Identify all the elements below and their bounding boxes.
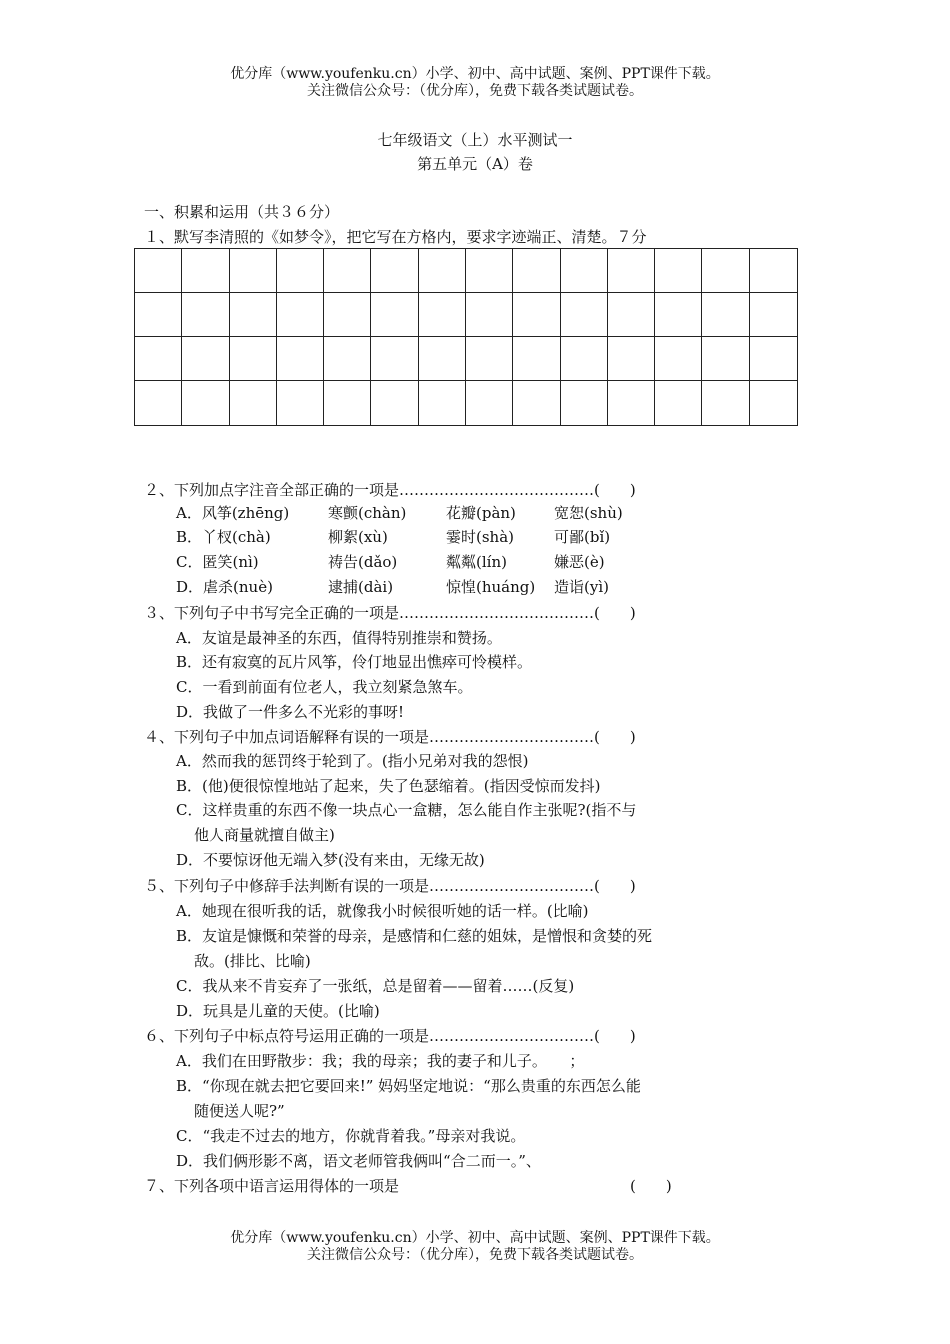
grid-cell[interactable] — [608, 249, 655, 293]
grid-cell[interactable] — [182, 293, 229, 337]
page-footer — [0, 1230, 950, 1264]
grid-cell[interactable] — [750, 249, 797, 293]
grid-cell[interactable] — [561, 293, 608, 337]
grid-cell[interactable] — [230, 293, 277, 337]
grid-cell[interactable] — [277, 381, 324, 425]
q2-d-4: 造诣(yì) — [554, 578, 609, 596]
grid-cell[interactable] — [277, 337, 324, 381]
grid-cell[interactable] — [561, 381, 608, 425]
grid-cell[interactable] — [655, 293, 702, 337]
grid-cell[interactable] — [655, 381, 702, 425]
footer-line-1: 优分库（www.youfenku.cn）小学、初中、高中试题、案例、PPT课件下载。 — [230, 1230, 720, 1246]
header-line-2: 关注微信公众号：（优分库），免费下载各类试题试卷。 — [307, 83, 643, 99]
exam-subtitle: 第五单元（A）卷 — [417, 155, 533, 173]
q2-c-3: 粼粼(lín) — [446, 553, 507, 571]
footer-line-2: 关注微信公众号：（优分库），免费下载各类试题试卷。 — [307, 1247, 643, 1263]
q5-option-a: A．她现在很听我的话，就像我小时候很听她的话一样。(比喻) — [176, 902, 589, 920]
grid-cell[interactable] — [371, 337, 418, 381]
question-7-answer-paren: ( ) — [630, 1177, 672, 1195]
q2-b-4: 可鄙(bǐ) — [554, 528, 611, 546]
grid-cell[interactable] — [277, 249, 324, 293]
grid-cell[interactable] — [608, 293, 655, 337]
question-6-stem: ６、下列句子中标点符号运用正确的一项是……………………………( ) — [144, 1027, 636, 1045]
grid-cell[interactable] — [371, 249, 418, 293]
q5-option-d: D．玩具是儿童的天使。(比喻) — [176, 1002, 380, 1020]
q6-option-a: A．我们在田野散步：我；我的母亲；我的妻子和儿子。 ； — [176, 1052, 585, 1070]
q4-option-a: A．然而我的惩罚终于轮到了。(指小兄弟对我的怨恨) — [176, 752, 529, 770]
grid-cell[interactable] — [324, 293, 371, 337]
grid-cell[interactable] — [135, 381, 182, 425]
grid-cell[interactable] — [324, 249, 371, 293]
q4-option-c: C．这样贵重的东西不像一块点心一盒糖，怎么能自作主张呢?(指不与 — [176, 801, 637, 819]
grid-cell[interactable] — [230, 249, 277, 293]
q2-a-2: 寒颤(chàn) — [328, 504, 407, 522]
q2-b-1: B．丫杈(chà) — [176, 528, 271, 546]
grid-cell[interactable] — [608, 381, 655, 425]
grid-cell[interactable] — [466, 293, 513, 337]
q2-d-3: 惊惶(huáng) — [446, 578, 536, 596]
grid-cell[interactable] — [750, 293, 797, 337]
q3-option-b: B．还有寂寞的瓦片风筝，伶仃地显出憔瘁可怜模样。 — [176, 653, 533, 671]
grid-cell[interactable] — [655, 249, 702, 293]
q2-d-2: 逮捕(dài) — [328, 578, 394, 596]
page-header — [0, 66, 950, 100]
grid-cell[interactable] — [513, 293, 560, 337]
question-4-stem: ４、下列句子中加点词语解释有误的一项是……………………………( ) — [144, 728, 636, 746]
grid-cell[interactable] — [750, 381, 797, 425]
grid-cell[interactable] — [182, 337, 229, 381]
grid-cell[interactable] — [182, 381, 229, 425]
q3-option-a: A．友谊是最神圣的东西，值得特别推崇和赞扬。 — [176, 629, 502, 647]
grid-cell[interactable] — [561, 337, 608, 381]
grid-cell[interactable] — [513, 337, 560, 381]
grid-cell[interactable] — [277, 293, 324, 337]
q6-option-d: D．我们俩形影不离，语文老师管我俩叫“合二而一。”、 — [176, 1152, 541, 1170]
grid-cell[interactable] — [371, 293, 418, 337]
grid-cell[interactable] — [135, 249, 182, 293]
q2-c-4: 嫌恶(è) — [554, 553, 605, 571]
q2-b-2: 柳絮(xù) — [328, 528, 388, 546]
grid-cell[interactable] — [230, 337, 277, 381]
grid-cell[interactable] — [513, 381, 560, 425]
q5-option-b-cont: 敌。(排比、比喻) — [194, 952, 311, 970]
q2-c-2: 祷告(dǎo) — [328, 553, 398, 571]
q3-option-d: D．我做了一件多么不光彩的事呀! — [176, 703, 405, 721]
grid-cell[interactable] — [419, 381, 466, 425]
grid-cell[interactable] — [135, 293, 182, 337]
q2-b-3: 霎时(shà) — [446, 528, 515, 546]
q4-option-b: B．(他)便很惊惶地站了起来，失了色瑟缩着。(指因受惊而发抖) — [176, 777, 601, 795]
grid-cell[interactable] — [561, 249, 608, 293]
grid-cell[interactable] — [466, 337, 513, 381]
q2-a-3: 花瓣(pàn) — [446, 504, 516, 522]
question-7-stem: ７、下列各项中语言运用得体的一项是 — [144, 1177, 400, 1195]
grid-cell[interactable] — [419, 293, 466, 337]
writing-grid[interactable] — [134, 248, 798, 426]
q5-option-c: C．我从来不肯妄弃了一张纸，总是留着——留着……(反复) — [176, 977, 575, 995]
q2-a-1: A．风筝(zhēng) — [176, 504, 290, 522]
grid-cell[interactable] — [608, 337, 655, 381]
q6-option-b-cont: 随便送人呢?” — [194, 1102, 285, 1120]
q4-option-c-cont: 他人商量就擅自做主) — [194, 826, 335, 844]
q2-d-1: D．虐杀(nuè) — [176, 578, 273, 596]
grid-cell[interactable] — [230, 381, 277, 425]
q2-c-1: C．匿笑(nì) — [176, 553, 259, 571]
grid-cell[interactable] — [702, 337, 749, 381]
q6-option-b: B．“你现在就去把它要回来!” 妈妈坚定地说：“那么贵重的东西怎么能 — [176, 1077, 641, 1095]
q5-option-b: B．友谊是慷慨和荣誉的母亲，是感情和仁慈的姐妹，是憎恨和贪婪的死 — [176, 927, 653, 945]
q4-option-d: D．不要惊讶他无端入梦(没有来由，无缘无故) — [176, 851, 485, 869]
question-5-stem: ５、下列句子中修辞手法判断有误的一项是……………………………( ) — [144, 877, 636, 895]
grid-cell[interactable] — [655, 337, 702, 381]
grid-cell[interactable] — [466, 249, 513, 293]
header-line-1: 优分库（www.youfenku.cn）小学、初中、高中试题、案例、PPT课件下载。 — [230, 66, 720, 82]
grid-cell[interactable] — [702, 293, 749, 337]
grid-cell[interactable] — [466, 381, 513, 425]
q6-option-c: C．“我走不过去的地方，你就背着我。”母亲对我说。 — [176, 1127, 526, 1145]
grid-cell[interactable] — [135, 337, 182, 381]
section-heading: 一、积累和运用（共３６分） — [144, 203, 340, 221]
q3-option-c: C．一看到前面有位老人，我立刻紧急煞车。 — [176, 678, 473, 696]
grid-cell[interactable] — [182, 249, 229, 293]
exam-title: 七年级语文（上）水平测试一 — [377, 131, 573, 149]
grid-cell[interactable] — [324, 381, 371, 425]
grid-cell[interactable] — [371, 381, 418, 425]
grid-cell[interactable] — [513, 249, 560, 293]
grid-cell[interactable] — [702, 249, 749, 293]
grid-cell[interactable] — [702, 381, 749, 425]
question-1: １、默写李清照的《如梦令》，把它写在方格内，要求字迹端正、清楚。７分 — [144, 228, 647, 246]
grid-cell[interactable] — [750, 337, 797, 381]
grid-cell[interactable] — [419, 337, 466, 381]
grid-cell[interactable] — [324, 337, 371, 381]
question-2-stem: ２、下列加点字注音全部正确的一项是…………………………………( ) — [144, 481, 636, 499]
q2-a-4: 宽恕(shù) — [554, 504, 623, 522]
question-3-stem: ３、下列句子中书写完全正确的一项是…………………………………( ) — [144, 604, 636, 622]
grid-cell[interactable] — [419, 249, 466, 293]
